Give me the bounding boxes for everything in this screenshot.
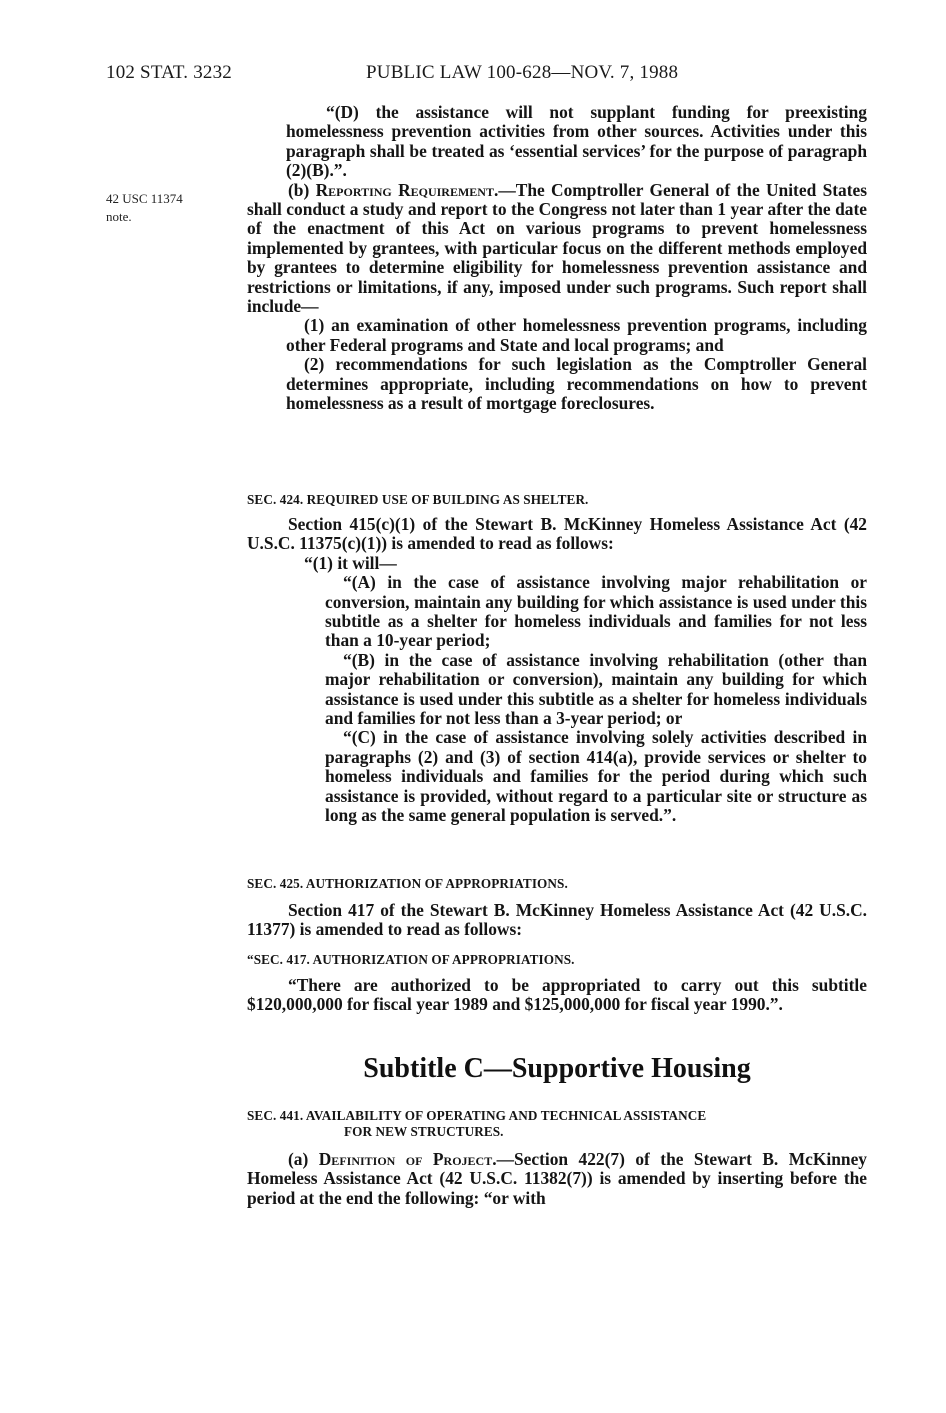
section-424 bbox=[247, 492, 867, 826]
section-441-heading-line2: FOR NEW STRUCTURES. bbox=[344, 1124, 504, 1139]
section-425-heading: SEC. 425. AUTHORIZATION OF APPROPRIATIONS. bbox=[247, 876, 568, 891]
section-424-heading: SEC. 424. REQUIRED USE OF BUILDING AS SHELTER. bbox=[247, 492, 589, 507]
paragraph-d: “(D) the assistance will not supplant funding for preexisting homelessness prevention activities from other sources. Activities under this paragraph shall be treated as ‘essential services’ for the purpose of paragraph (2)(B).”. bbox=[286, 102, 867, 181]
section-424-para-c: “(C) in the case of assistance involving solely activities described in paragraphs (2) and (3) of section 414(a), provide services or shelter to homeless individuals and families for the period during which such assistance is provided, without regard to a particular site or structure as long as the same general population is served.”. bbox=[325, 727, 867, 826]
section-441-heading-line1: SEC. 441. AVAILABILITY OF OPERATING AND TECHNICAL ASSISTANCE bbox=[247, 1108, 707, 1123]
section-424-para-b: “(B) in the case of assistance involving rehabilitation (other than major rehabilitation or conversion), maintain any building for which assistance is used under this subtitle as a shelter for homeless individuals and families for not less than a 3-year period; or bbox=[325, 649, 867, 729]
page-stat-number: 102 STAT. 3232 bbox=[106, 62, 233, 83]
subsection-b-block bbox=[247, 103, 867, 414]
reporting-label: (b) bbox=[288, 179, 316, 200]
section-424-intro: Section 415(c)(1) of the Stewart B. McKinney Homeless Assistance Act (42 U.S.C. 11375(c)(1)) is amended to read as follows: bbox=[247, 514, 867, 554]
reporting-requirement-paragraph bbox=[247, 181, 867, 317]
section-417-quoted-heading: “SEC. 417. AUTHORIZATION OF APPROPRIATIONS. bbox=[247, 951, 575, 967]
definition-of-project-paragraph bbox=[247, 1150, 867, 1208]
section-425 bbox=[247, 876, 867, 1015]
reporting-text: .—The Comptroller General of the United States shall conduct a study and report to the Congress not later than 1 year after the date of the enactment of this Act on various programs to prevent homelessness implemented by grantees, with particular focus on the different methods employed by grantees to determine eligibility for homelessness prevention assistance and restrictions or limitations, if any, imposed under such programs. Such report shall include— bbox=[247, 179, 868, 317]
subtitle-heading: Subtitle C—Supportive Housing bbox=[363, 1053, 751, 1084]
report-item-2: (2) recommendations for such legislation as the Comptroller General determines appropriate, including recommendations on how to prevent homelessness as a result of mortgage foreclosures. bbox=[286, 354, 867, 414]
page-running-title: PUBLIC LAW 100-628—NOV. 7, 1988 bbox=[366, 62, 679, 83]
definition-label: (a) bbox=[288, 1149, 319, 1169]
report-item-1: (1) an examination of other homelessness prevention programs, including other Federal programs and State and local programs; and bbox=[286, 315, 867, 355]
section-424-para-a: “(A) in the case of assistance involving major rehabilitation or conversion, maintain any building for which assistance is used under this subtitle as a shelter for homeless individuals and families for not less than a 10-year period; bbox=[325, 572, 867, 651]
margin-citation-line1: 42 USC 11374 bbox=[106, 191, 183, 206]
definition-caption: Definition of Project bbox=[318, 1149, 493, 1169]
definition-text: .—Section 422(7) of the Stewart B. McKinney Homeless Assistance Act (42 U.S.C. 11382(7)) is amended by inserting before the period at the end the following: “or with bbox=[247, 1149, 867, 1208]
reporting-caption: Reporting Requirement bbox=[315, 179, 494, 200]
margin-citation-note bbox=[106, 190, 183, 226]
section-417-text: “There are authorized to be appropriated to carry out this subtitle $120,000,000 for fiscal year 1989 and $125,000,000 for fiscal year 1990.”. bbox=[247, 974, 867, 1015]
section-425-intro: Section 417 of the Stewart B. McKinney Homeless Assistance Act (42 U.S.C. 11377) is amended to read as follows: bbox=[247, 900, 867, 940]
section-441 bbox=[247, 1108, 867, 1208]
section-424-para-1: “(1) it will— bbox=[304, 552, 397, 573]
margin-citation-line2: note. bbox=[106, 209, 132, 224]
